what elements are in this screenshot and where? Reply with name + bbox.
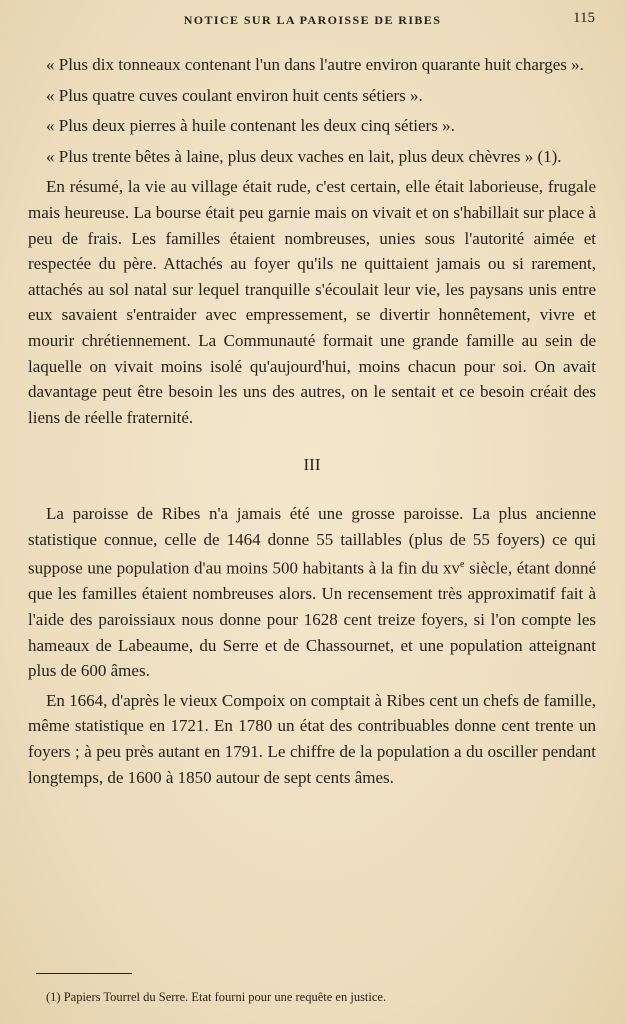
- section-paragraph: [28, 501, 596, 684]
- section-heading: III: [303, 455, 321, 475]
- summary-paragraph: En résumé, la vie au village était rude, c'est certain, elle était laborieuse, frugale mais heureuse. La bourse était peu garnie mais on vivait et on s'habillait sur place à peu de frais. Les familles étaient nombreuses, unies sous l'autorité aimée et respectée du père. Attachés au foyer qu'ils ne quittaient jamais ou si rarement, attachés au sol natal sur lequel tranquille s'écoulait leur vie, les paysans unis entre eux savaient s'entraider avec empressement, se divertir honnêtement, vivre et mourir chrétiennement. La Communauté formait une grande famille au sein de laquelle on vivait moins isolé qu'aujourd'hui, moins chacun pour soi. On avait davantage peut être besoin les uns des autres, on le sentait et ce besoin créait des liens de réelle fraternité.: [28, 177, 596, 427]
- inventory-line: « Plus trente bêtes à laine, plus deux vaches en lait, plus deux chèvres » (1).: [46, 146, 562, 166]
- paragraph-text: La paroisse de Ribes n'a jamais été une grosse paroisse. La plus ancienne statistique connue, celle de 1464 donne 55 taillables (plus de 55 foyers) ce qui suppose une population d'au moins 500 habitants à la fin du xv: [28, 503, 596, 578]
- inventory-line: « Plus quatre cuves coulant environ huit cents sétiers ».: [46, 85, 423, 105]
- running-title: NOTICE SUR LA PAROISSE DE RIBES: [183, 13, 442, 27]
- running-header: [28, 10, 597, 32]
- footnote-rule: [36, 973, 132, 974]
- paragraph-text: siècle, étant donné que les familles étaient nombreuses alors. Un recensement très approximatif fait à l'aide des paroissiaux nous donne pour 1628 cent treize foyers, si l'on compte les hameaux de Labeaume, du Serre et de Chassournet, et une population atteignant plus de 600 âmes.: [28, 558, 596, 681]
- footnote: (1) Papiers Tourrel du Serre. Etat fourni pour une requête en justice.: [46, 990, 387, 1004]
- inventory-line: « Plus dix tonneaux contenant l'un dans l'autre environ quarante huit charges ».: [46, 55, 584, 74]
- inventory-line: « Plus deux pierres à huile contenant les deux cinq sétiers ».: [46, 116, 455, 136]
- page-number: 115: [573, 10, 595, 26]
- section-paragraph: En 1664, d'après le vieux Compoix on comptait à Ribes cent un chefs de famille, même statistique en 1721. En 1780 un état des contribuables donne cent trente un foyers ; à peu près autant en 1791. Le chiffre de la population a du osciller pendant longtemps, de 1600 à 1850 autour de sept cents âmes.: [28, 690, 596, 787]
- superscript: e: [460, 559, 465, 571]
- body-text: [28, 52, 596, 790]
